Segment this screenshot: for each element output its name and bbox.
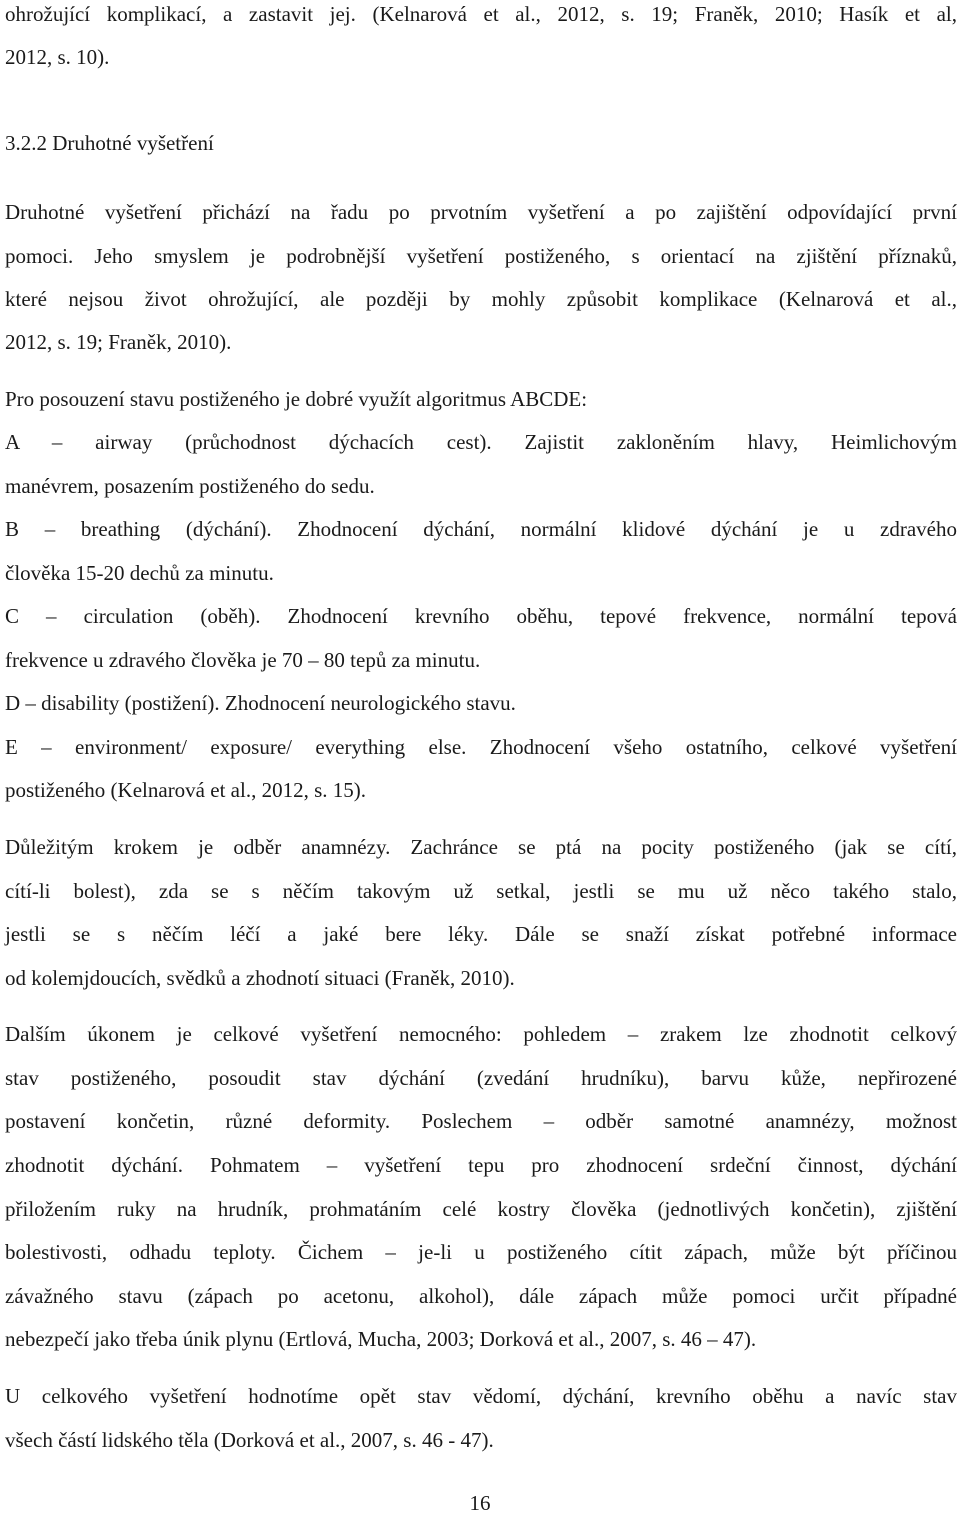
- text-line: Dalším úkonem je celkové vyšetření nemocného: pohledem – zrakem lze zhodnotit celkový: [5, 1022, 957, 1046]
- text-line: od kolemjdoucích, svědků a zhodnotí situaci (Franěk, 2010).: [5, 966, 515, 990]
- text-line: zhodnotit dýchání. Pohmatem – vyšetření tepu pro zhodnocení srdeční činnost, dýchání: [5, 1153, 957, 1177]
- text-line: Pro posouzení stavu postiženého je dobré využít algoritmus ABCDE:: [5, 387, 588, 411]
- text-line: 2012, s. 10).: [5, 45, 110, 69]
- text-line: člověka 15-20 dechů za minutu.: [5, 561, 274, 585]
- text-line: postiženého (Kelnarová et al., 2012, s. 15).: [5, 778, 366, 802]
- text-line: E – environment/ exposure/ everything else. Zhodnocení všeho ostatního, celkové vyšetření: [5, 735, 957, 759]
- text-line: přiložením ruky na hrudník, prohmatáním celé kostry člověka (jednotlivých končetin), zjištění: [5, 1197, 957, 1221]
- text-line: 2012, s. 19; Franěk, 2010).: [5, 330, 232, 354]
- text-line: B – breathing (dýchání). Zhodnocení dýchání, normální klidové dýchání je u zdravého: [5, 517, 957, 541]
- text-line: nebezpečí jako třeba únik plynu (Ertlová, Mucha, 2003; Dorková et al., 2007, s. 46 – 47).: [5, 1327, 757, 1351]
- text-line: jestli se s něčím léčí a jaké bere léky. Dále se snaží získat potřebné informace: [5, 922, 957, 946]
- text-line: frekvence u zdravého člověka je 70 – 80 tepů za minutu.: [5, 648, 481, 672]
- text-line: všech částí lidského těla (Dorková et al., 2007, s. 46 - 47).: [5, 1428, 494, 1452]
- text-line: stav postiženého, posoudit stav dýchání (zvedání hrudníku), barvu kůže, nepřirozené: [5, 1066, 957, 1090]
- text-line: ohrožující komplikací, a zastavit jej. (Kelnarová et al., 2012, s. 19; Franěk, 2010; Hasík et al,: [5, 2, 957, 26]
- text-line: D – disability (postižení). Zhodnocení neurologického stavu.: [5, 691, 516, 715]
- text-line: U celkového vyšetření hodnotíme opět stav vědomí, dýchání, krevního oběhu a navíc stav: [5, 1384, 957, 1408]
- text-line: Druhotné vyšetření přichází na řadu po prvotním vyšetření a po zajištění odpovídající první: [5, 200, 957, 224]
- text-line: Důležitým krokem je odběr anamnézy. Zachránce se ptá na pocity postiženého (jak se cítí,: [5, 835, 957, 859]
- text-line: závažného stavu (zápach po acetonu, alkohol), dále zápach může pomoci určit případné: [5, 1284, 957, 1308]
- text-line: manévrem, posazením postiženého do sedu.: [5, 474, 375, 498]
- text-line: bolestivosti, odhadu teploty. Čichem – je-li u postiženého cítit zápach, může být příčinou: [5, 1240, 957, 1264]
- page-number: 16: [469, 1491, 491, 1515]
- text-line: A – airway (průchodnost dýchacích cest). Zajistit zakloněním hlavy, Heimlichovým: [5, 430, 957, 454]
- text-line: které nejsou život ohrožující, ale později by mohly způsobit komplikace (Kelnarová et al.,: [5, 287, 957, 311]
- text-line: cítí-li bolest), zda se s něčím takovým už setkal, jestli se mu už něco takého stalo,: [5, 879, 957, 903]
- section-heading: 3.2.2 Druhotné vyšetření: [5, 131, 214, 155]
- text-line: postavení končetin, různé deformity. Poslechem – odběr samotné anamnézy, možnost: [5, 1109, 957, 1133]
- text-line: C – circulation (oběh). Zhodnocení krevního oběhu, tepové frekvence, normální tepová: [5, 604, 957, 628]
- text-line: pomoci. Jeho smyslem je podrobnější vyšetření postiženého, s orientací na zjištění příznaků,: [5, 244, 957, 268]
